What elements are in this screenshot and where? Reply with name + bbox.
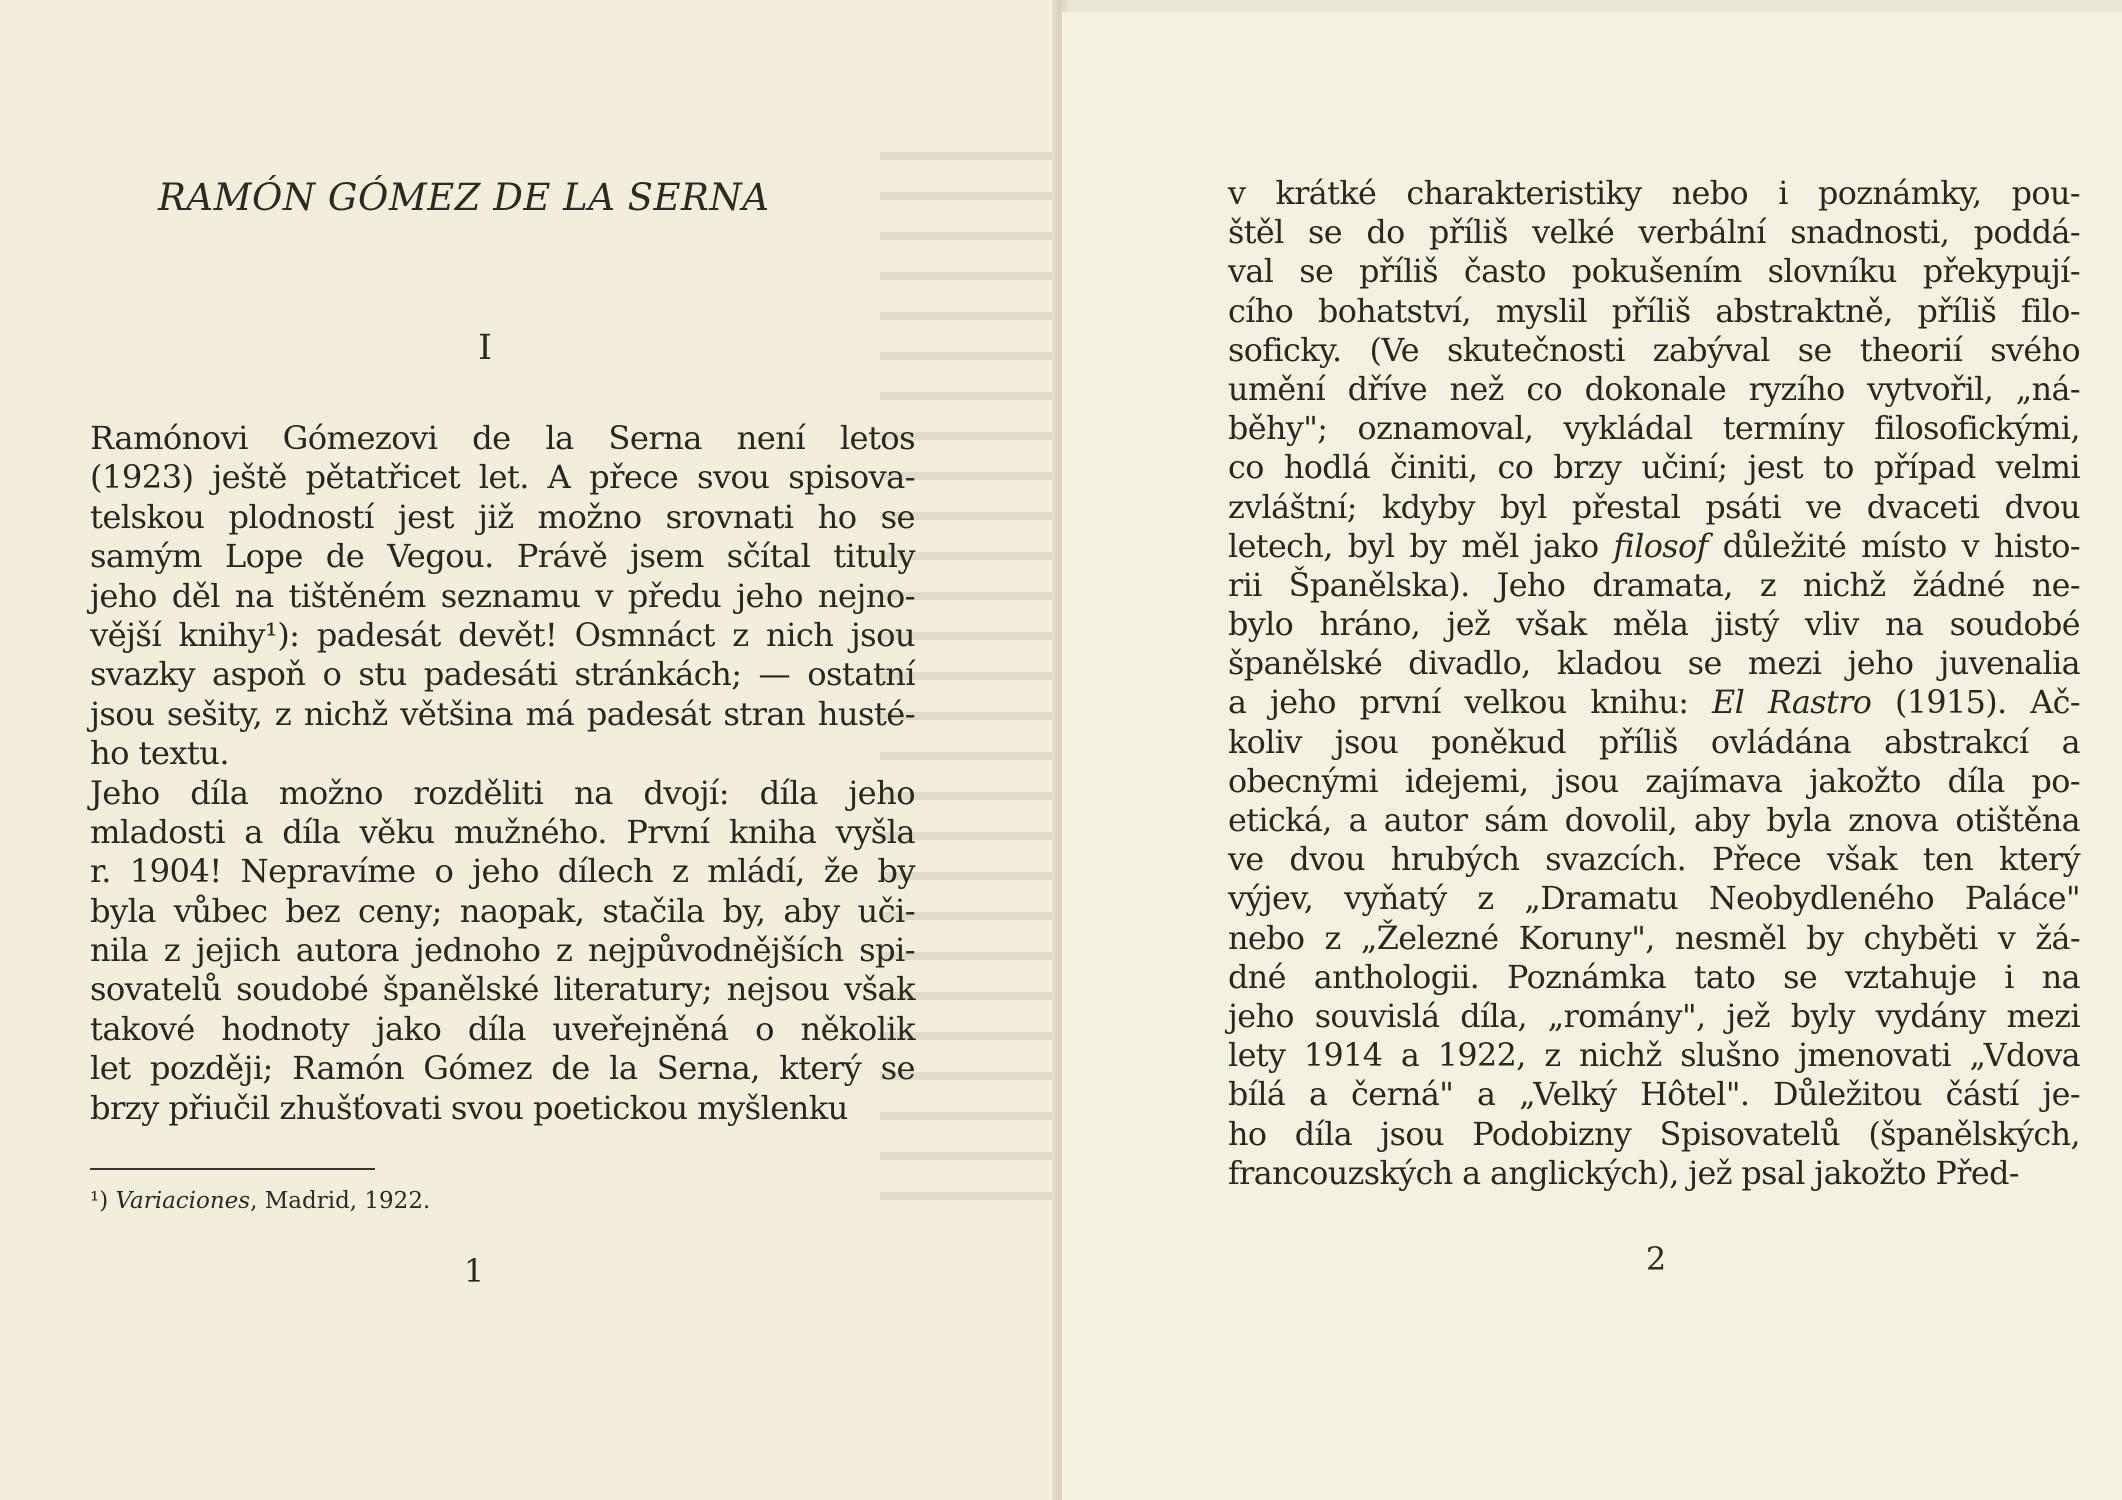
text-line: etická, a autor sám dovolil, aby byla znova otištěna: [1228, 802, 2080, 839]
chapter-title: RAMÓN GÓMEZ DE LA SERNA: [158, 176, 770, 219]
text-line: jsou sešity, z nichž většina má padesát stran husté-: [90, 694, 915, 733]
text-line: španělské divadlo, kladou se mezi jeho juvenalia: [1228, 645, 2080, 683]
text-line: lety 1914 a 1922, z nichž slušno jmenovati „Vdova: [1228, 1037, 2080, 1075]
text-line: umění dříve než co dokonale ryzího vytvořil, „ná-: [1228, 370, 2080, 408]
footnote: [90, 1188, 590, 1214]
left-body-text: [90, 419, 915, 1128]
text-line: samým Lope de Vegou. Právě jsem sčítal tituly: [90, 537, 915, 576]
text-line: r. 1904! Nepravíme o jeho dílech z mládí, že by: [90, 852, 915, 891]
text-line: cího bohatství, myslil příliš abstraktně, příliš filo-: [1228, 292, 2080, 330]
page-number: 1: [463, 1252, 485, 1290]
footnote-rule: [90, 1168, 375, 1170]
text-line: Jeho díla možno rozděliti na dvojí: díla jeho: [90, 773, 915, 812]
text-line: mladosti a díla věku mužného. První kniha vyšla: [90, 812, 915, 851]
text-line: (1923) ještě pětatřicet let. A přece svou spisova-: [90, 458, 915, 497]
text-line: Ramónovi Gómezovi de la Serna není letos: [90, 419, 915, 457]
right-body-text: [1228, 174, 2080, 1193]
chapter-number: I: [478, 328, 492, 368]
text-line: zvláštní; kdyby byl přestal psáti ve dvaceti dvou: [1228, 488, 2080, 526]
text-line: bílá a černá" a „Velký Hôtel". Důležitou částí je-: [1228, 1076, 2080, 1114]
text-line: výjev, vyňatý z „Dramatu Neobydleného Paláce": [1228, 880, 2080, 918]
text-line: takové hodnoty jako díla uveřejněná o několik: [90, 1009, 915, 1048]
text-line: val se příliš často pokušením slovníku překypují-: [1228, 253, 2080, 291]
text-line: ho díla jsou Podobizny Spisovatelů (španělských,: [1228, 1115, 2080, 1153]
text-line: vější knihy¹): padesát devět! Osmnáct z nich jsou: [90, 615, 915, 654]
text-line: let později; Ramón Gómez de la Serna, který se: [90, 1049, 915, 1088]
text-line: francouzských a anglických), jež psal jakožto Před-: [1228, 1154, 2020, 1192]
text-line: v krátké charakteristiky nebo i poznámky, pou-: [1228, 175, 2080, 212]
text-line: štěl se do příliš velké verbální snadnosti, poddá-: [1228, 214, 2080, 252]
text-line: letech, byl by měl jako filosof důležité místo v histo-: [1228, 527, 2080, 565]
text-line: byla vůbec bez ceny; naopak, stačila by, aby uči-: [90, 891, 915, 930]
text-line: ve dvou hrubých svazcích. Přece však ten který: [1228, 841, 2080, 879]
footnote-source: , Madrid, 1922.: [250, 1188, 431, 1214]
text-line: soficky. (Ve skutečnosti zabýval se theorií svého: [1228, 331, 2080, 369]
text-line: jeho souvislá díla, „romány", jež byly vydány mezi: [1228, 997, 2080, 1035]
left-page: [0, 0, 1058, 1500]
footnote-title: Variaciones: [115, 1188, 251, 1214]
text-line: dné anthologii. Poznámka tato se vztahuje i na: [1228, 958, 2080, 996]
text-line: jeho děl na tištěném seznamu v předu jeho nejno-: [90, 576, 915, 615]
text-line: a jeho první velkou knihu: El Rastro (1915). Ač-: [1228, 684, 2081, 722]
text-line: co hodlá činiti, co brzy učiní; jest to případ velmi: [1228, 449, 2080, 487]
text-line: bylo hráno, jež však měla jistý vliv na soudobé: [1228, 606, 2080, 644]
text-line: koliv jsou poněkud příliš ovládána abstrakcí a: [1228, 723, 2080, 761]
text-line: běhy"; oznamoval, vykládal termíny filosofickými,: [1228, 410, 2080, 448]
text-line: telskou plodností jest již možno srovnati ho se: [90, 497, 915, 536]
text-line: sovatelů soudobé španělské literatury; nejsou však: [90, 970, 915, 1009]
text-line: obecnými idejemi, jsou zajímava jakožto díla po-: [1228, 762, 2080, 800]
text-line: nila z jejich autora jednoho z nejpůvodnějších spi-: [90, 931, 915, 970]
page-number: 2: [1645, 1240, 1667, 1278]
text-line: svazky aspoň o stu padesáti stránkách; — ostatní: [90, 655, 915, 694]
text-line: rii Španělska). Jeho dramata, z nichž žádné ne-: [1228, 566, 2080, 604]
text-line: brzy přiučil zhušťovati svou poetickou myšlenku: [90, 1088, 848, 1127]
footnote-marker: ¹): [90, 1188, 109, 1214]
text-line: nebo z „Železné Koruny", nesměl by chyběti v žá-: [1228, 919, 2080, 957]
text-line: ho textu.: [90, 734, 229, 773]
